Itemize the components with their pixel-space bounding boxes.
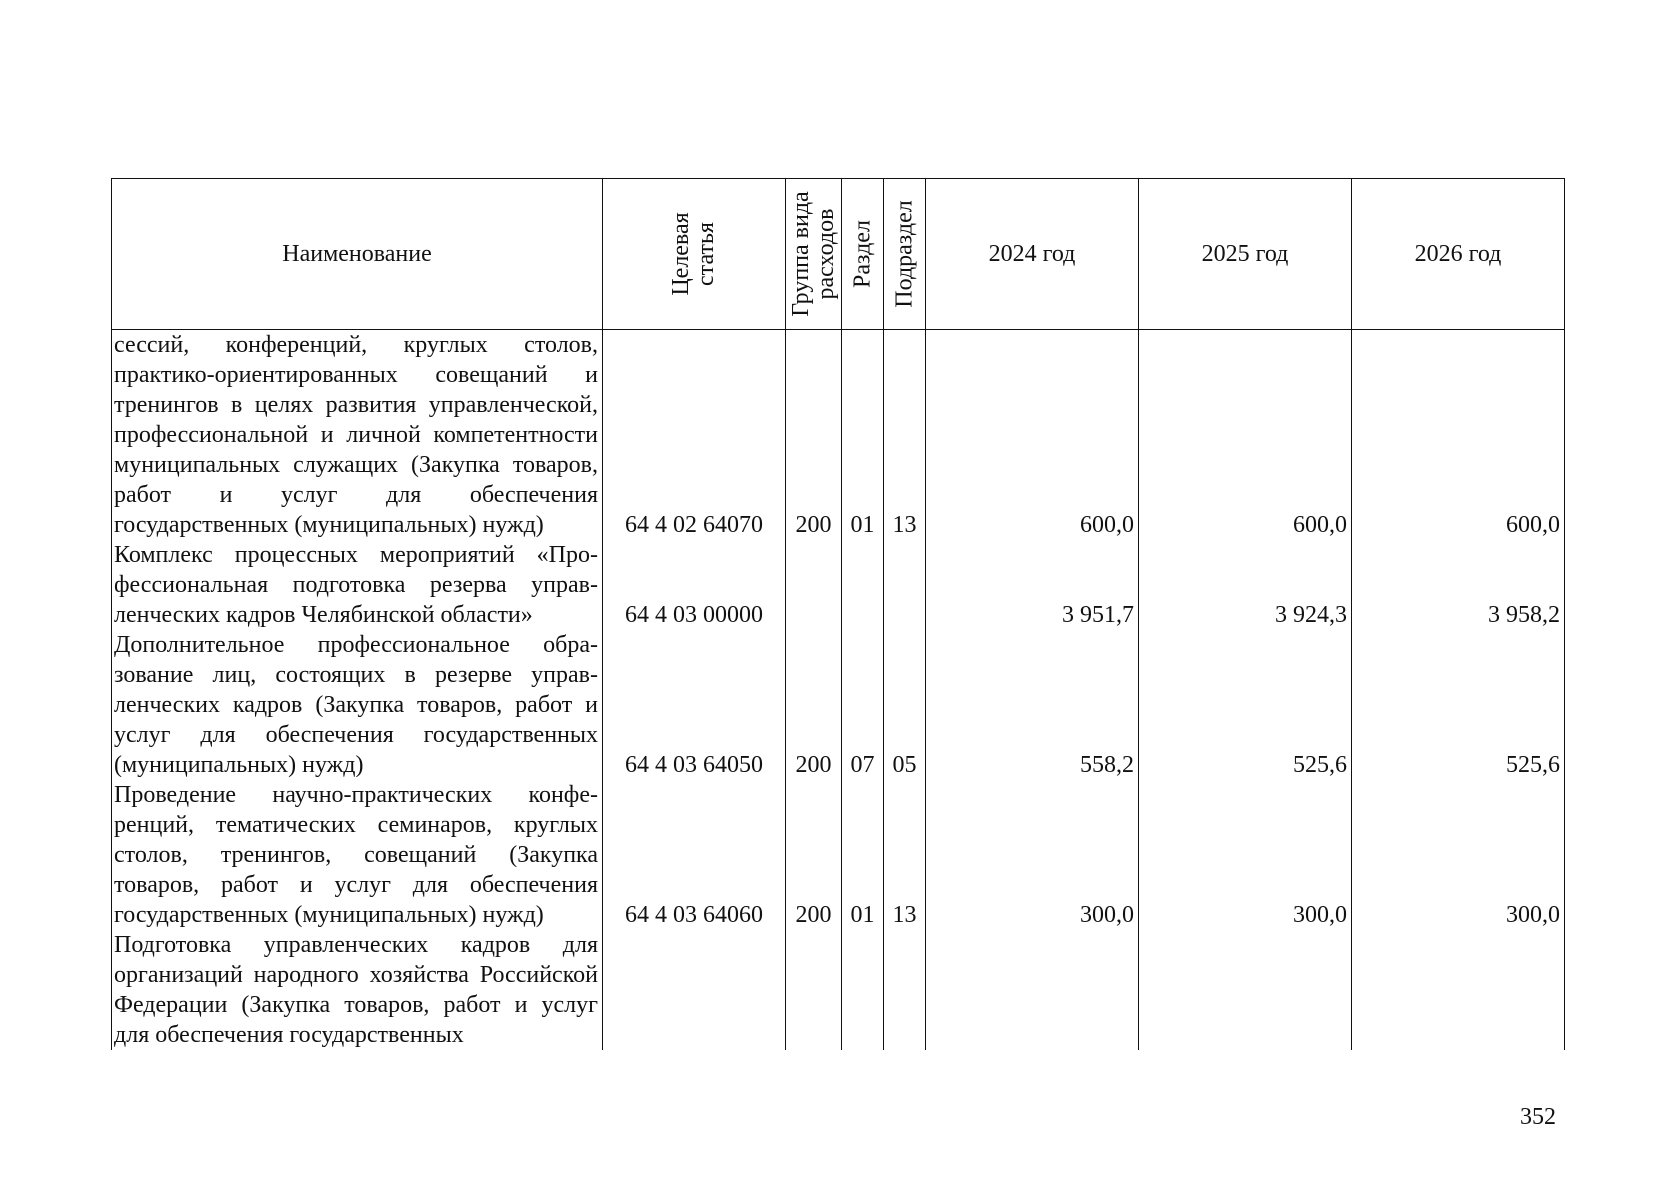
row-subsection: 05 (884, 630, 926, 780)
row-amount-2024: 300,0 (926, 780, 1139, 930)
row-amount-2026 (1352, 930, 1565, 1050)
row-target-item: 64 4 02 64070 (603, 330, 786, 541)
row-name: Дополнительное профессиональное образование лиц, состоящих в резерве управленческих кадров (Закупка товаров, работ и услуг для обеспечения государственных (муниципальных) нужд) (112, 630, 603, 780)
header-name: Наименование (112, 179, 603, 330)
header-target-item-line1 (669, 212, 719, 295)
header-label-line: Группа вида (787, 191, 814, 317)
row-name: сессий, конференций, круглых столов, практико-ориентированных совещаний и тренингов в целях развития управленческой, профессиональной и личной компетентности муниципальных служащих (Закупка товаров, работ и услуг для обеспечения государственных (муниципальных) нужд) (112, 330, 603, 541)
row-amount-2024: 3 951,7 (926, 540, 1139, 630)
row-amount-2026: 525,6 (1352, 630, 1565, 780)
row-subsection (884, 540, 926, 630)
header-target-item-label (669, 212, 719, 295)
header-expense-group-label (789, 191, 839, 316)
row-amount-2025 (1139, 930, 1352, 1050)
header-row (112, 179, 1565, 330)
row-subsection (884, 930, 926, 1050)
row-expense-group (786, 930, 842, 1050)
table-row (112, 780, 1565, 930)
header-year-2025: 2025 год (1139, 179, 1352, 330)
row-amount-2026: 300,0 (1352, 780, 1565, 930)
header-section (842, 179, 884, 330)
row-target-item (603, 930, 786, 1050)
header-section-label: Раздел (849, 220, 875, 288)
row-expense-group: 200 (786, 330, 842, 541)
row-amount-2025: 300,0 (1139, 780, 1352, 930)
row-expense-group: 200 (786, 780, 842, 930)
row-name: Подготовка управленческих кадров для организаций народного хозяйства Российской Федерации (Закупка товаров, работ и услуг для обеспечения государственных (112, 930, 603, 1050)
header-label-line: статья (693, 222, 719, 286)
header-label-line: расходов (812, 208, 839, 300)
row-name: Проведение научно-практических конференций, тематических семинаров, круглых столов, тренингов, совещаний (Закупка товаров, работ и услуг для обеспечения государственных (муниципальных) нужд) (112, 780, 603, 930)
row-section (842, 930, 884, 1050)
row-expense-group (786, 540, 842, 630)
header-subsection (884, 179, 926, 330)
row-subsection: 13 (884, 780, 926, 930)
row-section: 07 (842, 630, 884, 780)
row-subsection: 13 (884, 330, 926, 541)
row-target-item: 64 4 03 00000 (603, 540, 786, 630)
header-target-item (603, 179, 786, 330)
page-number: 352 (1520, 1104, 1556, 1130)
table-row (112, 930, 1565, 1050)
table-row (112, 630, 1565, 780)
row-amount-2024: 558,2 (926, 630, 1139, 780)
row-amount-2026: 600,0 (1352, 330, 1565, 541)
row-section: 01 (842, 780, 884, 930)
budget-table (111, 178, 1565, 1050)
row-amount-2025: 600,0 (1139, 330, 1352, 541)
row-amount-2025: 525,6 (1139, 630, 1352, 780)
row-target-item: 64 4 03 64060 (603, 780, 786, 930)
row-amount-2025: 3 924,3 (1139, 540, 1352, 630)
table-row (112, 330, 1565, 541)
header-expense-group (786, 179, 842, 330)
table-row (112, 540, 1565, 630)
header-label-line: Целевая (668, 212, 694, 296)
row-section (842, 540, 884, 630)
row-amount-2024 (926, 930, 1139, 1050)
row-expense-group: 200 (786, 630, 842, 780)
header-year-2026: 2026 год (1352, 179, 1565, 330)
row-amount-2024: 600,0 (926, 330, 1139, 541)
row-name: Комплекс процессных мероприятий «Профессиональная подготовка резерва управленческих кадров Челябинской области» (112, 540, 603, 630)
header-subsection-label: Подраздел (891, 200, 917, 308)
row-target-item: 64 4 03 64050 (603, 630, 786, 780)
header-year-2024: 2024 год (926, 179, 1139, 330)
row-section: 01 (842, 330, 884, 541)
row-amount-2026: 3 958,2 (1352, 540, 1565, 630)
